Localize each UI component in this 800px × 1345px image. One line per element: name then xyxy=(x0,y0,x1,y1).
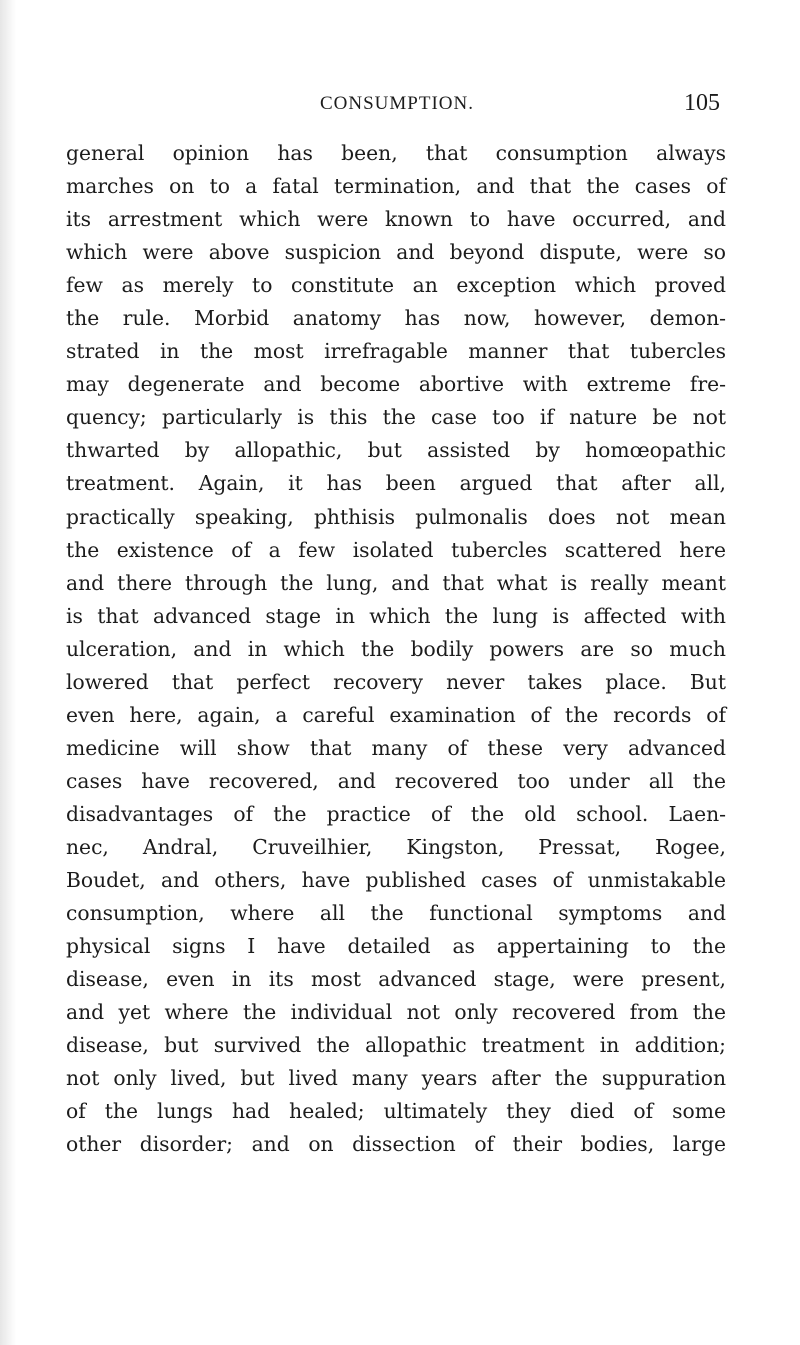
text-line: marches on to a fatal termination, and that the cases of xyxy=(66,174,726,199)
text-line: is that advanced stage in which the lung is affected with xyxy=(66,603,726,628)
text-line: treatment. Again, it has been argued that after all, xyxy=(66,471,726,496)
text-line: general opinion has been, that consumption always xyxy=(66,141,726,165)
text-line: consumption, where all the functional symptoms and xyxy=(66,901,726,926)
text-line: the existence of a few isolated tubercles scattered here xyxy=(66,537,726,562)
page-number: 105 xyxy=(684,90,720,116)
text-line: may degenerate and become abortive with extreme fre- xyxy=(66,372,726,397)
page-header xyxy=(320,90,720,122)
text-line: nec, Andral, Cruveilhier, Kingston, Pressat, Rogee, xyxy=(66,834,726,859)
running-head: CONSUMPTION. xyxy=(320,93,474,114)
text-line: quency; particularly is this the case too if nature be not xyxy=(66,405,726,430)
text-line: of the lungs had healed; ultimately they died of some xyxy=(66,1099,726,1124)
text-line: medicine will show that many of these very advanced xyxy=(66,735,726,760)
body-text xyxy=(66,137,726,1161)
text-line: not only lived, but lived many years after the suppuration xyxy=(66,1066,726,1091)
text-line: other disorder; and on dissection of their bodies, large xyxy=(66,1132,726,1157)
text-line: ulceration, and in which the bodily powers are so much xyxy=(66,636,726,661)
text-line: cases have recovered, and recovered too under all the xyxy=(66,768,726,793)
text-line: disease, but survived the allopathic treatment in addition; xyxy=(66,1033,726,1058)
text-line: its arrestment which were known to have occurred, and xyxy=(66,207,726,232)
text-line: disadvantages of the practice of the old school. Laen- xyxy=(66,801,726,826)
text-line: the rule. Morbid anatomy has now, however, demon- xyxy=(66,306,726,331)
text-line: which were above suspicion and beyond dispute, were so xyxy=(66,240,726,265)
text-line: lowered that perfect recovery never takes place. But xyxy=(66,669,726,694)
text-line: physical signs I have detailed as appertaining to the xyxy=(66,934,726,959)
text-line: strated in the most irrefragable manner that tubercles xyxy=(66,339,726,364)
text-line: few as merely to constitute an exception which proved xyxy=(66,273,726,298)
text-line: and there through the lung, and that what is really meant xyxy=(66,570,726,595)
text-line: Boudet, and others, have published cases of unmistakable xyxy=(66,868,726,893)
text-line: practically speaking, phthisis pulmonalis does not mean xyxy=(66,504,726,529)
text-line: even here, again, a careful examination of the records of xyxy=(66,702,726,727)
text-line: and yet where the individual not only recovered from the xyxy=(66,1000,726,1025)
text-line: disease, even in its most advanced stage, were present, xyxy=(66,967,726,992)
text-line: thwarted by allopathic, but assisted by homœopathic xyxy=(66,438,726,463)
